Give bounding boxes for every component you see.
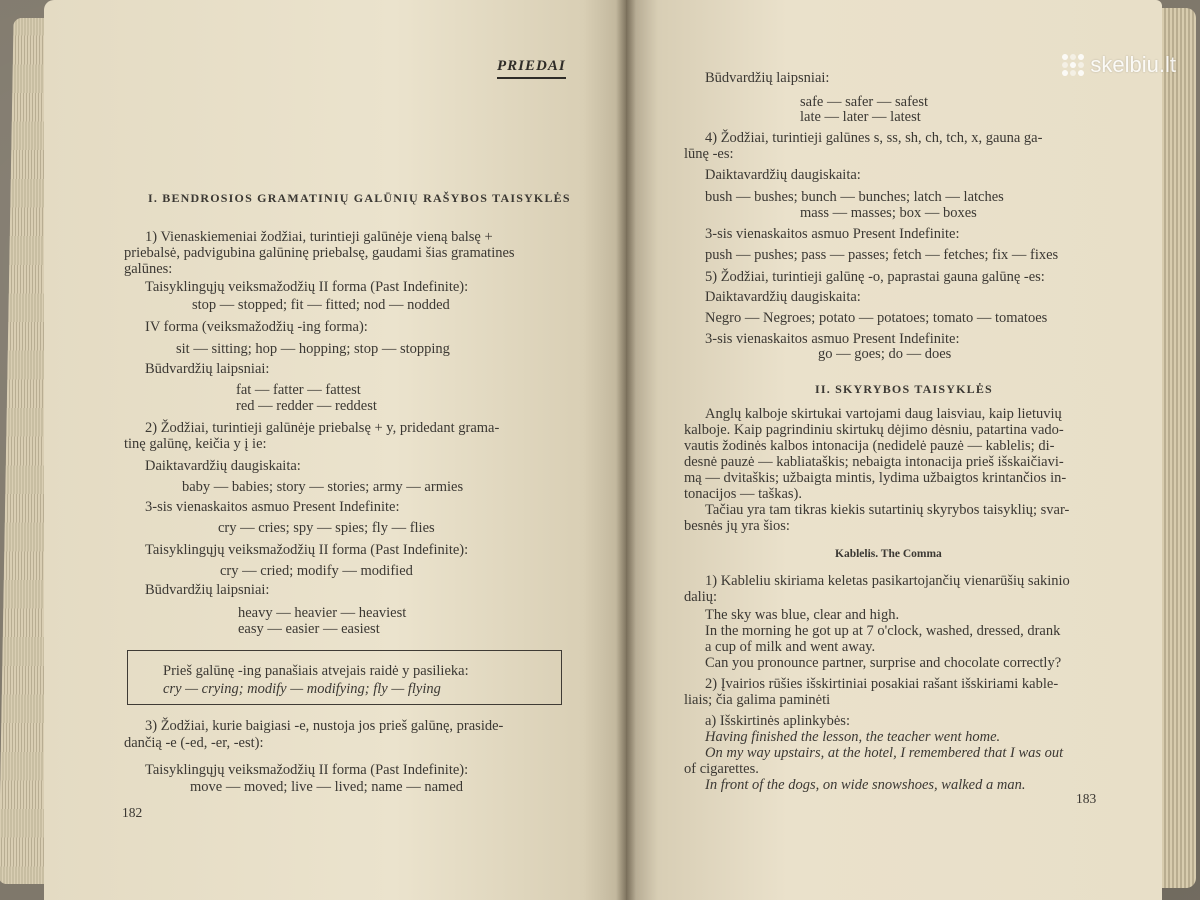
right-paragraph-line: desnė pauzė — kabliataškis; nebaigta intonacija prieš išskaičiavi-	[684, 454, 1064, 470]
left-line: Daiktavardžių daugiskaita:	[145, 458, 301, 474]
right-paragraph-line: Anglų kalboje skirtukai vartojami daug laisviau, kaip lietuvių	[705, 406, 1062, 422]
left-line: fat — fatter — fattest	[236, 382, 361, 398]
right-line: 2) Įvairios rūšies išskirtiniai posakiai rašant išskiriami kable-	[705, 676, 1059, 692]
left-line: Taisyklingųjų veiksmažodžių II forma (Past Indefinite):	[145, 762, 469, 778]
watermark-dots-icon	[1062, 54, 1084, 76]
left-line: stop — stopped; fit — fitted; nod — nodded	[192, 297, 450, 313]
left-line: Būdvardžių laipsniai:	[145, 361, 270, 377]
right-line: Negro — Negroes; potato — potatoes; tomato — tomatoes	[705, 310, 1048, 326]
left-line: Taisyklingųjų veiksmažodžių II forma (Past Indefinite):	[145, 279, 469, 295]
right-line: go — goes; do — does	[818, 346, 952, 362]
right-line: lūnę -es:	[684, 146, 734, 162]
note-line: Prieš galūnę -ing panašiais atvejais raidė y pasilieka:	[163, 663, 469, 679]
left-line: 3) Žodžiai, kurie baigiasi -e, nustoja jos prieš galūnę, praside-	[145, 718, 504, 734]
right-line: Daiktavardžių daugiskaita:	[705, 289, 861, 305]
right-paragraph-line: besnės jų yra šios:	[684, 518, 790, 534]
right-line: Daiktavardžių daugiskaita:	[705, 167, 861, 183]
left-line: priebalsė, padvigubina galūninę priebalsę, gaudami šias gramatines	[124, 245, 515, 261]
right-line: dalių:	[684, 589, 718, 605]
left-line: 2) Žodžiai, turintieji galūnėje priebalsę + y, pridedant grama-	[145, 420, 500, 436]
watermark-logo	[1062, 52, 1176, 78]
left-line: cry — cries; spy — spies; fly — flies	[218, 520, 435, 536]
right-line: In front of the dogs, on wide snowshoes, walked a man.	[705, 777, 1026, 793]
right-line: a) Išskirtinės aplinkybės:	[705, 713, 850, 729]
right-paragraph-line: vautis žodinės kalbos intonacija (nedidelė pauzė — kablelis; di-	[684, 438, 1055, 454]
running-head: PRIEDAI	[497, 58, 566, 79]
left-line: red — redder — reddest	[236, 398, 377, 414]
right-line: In the morning he got up at 7 o'clock, washed, dressed, drank	[705, 623, 1061, 639]
right-paragraph-line: Tačiau yra tam tikras kiekis sutartinių skyrybos taisyklių; svar-	[705, 502, 1070, 518]
left-page-number: 182	[122, 805, 143, 820]
left-line: baby — babies; story — stories; army — armies	[182, 479, 464, 495]
right-paragraph-line: tonacijos — taškas).	[684, 486, 802, 502]
right-line: 1) Kableliu skiriama keletas pasikartojančių vienarūšių sakinio	[705, 573, 1070, 589]
right-section-title: II. SKYRYBOS TAISYKLĖS	[815, 382, 993, 396]
left-line: Taisyklingųjų veiksmažodžių II forma (Past Indefinite):	[145, 542, 469, 558]
right-paragraph-line: mą — dvitaškis; užbaigta mintis, lydima užbaigtos krintančios in-	[684, 470, 1067, 486]
watermark-text: skelbiu.lt	[1090, 52, 1176, 77]
right-page-number: 183	[1076, 791, 1097, 806]
left-line: 3-sis vienaskaitos asmuo Present Indefinite:	[145, 499, 400, 515]
left-line: Būdvardžių laipsniai:	[145, 582, 270, 598]
right-line: Būdvardžių laipsniai:	[705, 70, 830, 86]
left-line: 1) Vienaskiemeniai žodžiai, turintieji galūnėje vieną balsę +	[145, 229, 493, 245]
right-line: Can you pronounce partner, surprise and chocolate correctly?	[705, 655, 1062, 671]
right-line: The sky was blue, clear and high.	[705, 607, 900, 623]
left-line: cry — cried; modify — modified	[220, 563, 413, 579]
right-line: 3-sis vienaskaitos asmuo Present Indefinite:	[705, 331, 960, 347]
right-line: push — pushes; pass — passes; fetch — fetches; fix — fixes	[705, 247, 1059, 263]
book-gutter	[616, 0, 636, 900]
left-line: tinę galūnę, keičia y į ie:	[124, 436, 267, 452]
right-line: bush — bushes; bunch — bunches; latch — latches	[705, 189, 1004, 205]
left-section-title: I. BENDROSIOS GRAMATINIŲ GALŪNIŲ RAŠYBOS TAISYKLĖS	[148, 191, 571, 205]
left-line: IV forma (veiksmažodžių -ing forma):	[145, 319, 368, 335]
right-line: late — later — latest	[800, 109, 921, 125]
right-line: On my way upstairs, at the hotel, I remembered that I was out	[705, 745, 1064, 761]
right-line: 4) Žodžiai, turintieji galūnes s, ss, sh, ch, tch, x, gauna ga-	[705, 130, 1043, 146]
left-line: galūnes:	[124, 261, 173, 277]
right-line: 3-sis vienaskaitos asmuo Present Indefinite:	[705, 226, 960, 242]
right-line: 5) Žodžiai, turintieji galūnę -o, paprastai gauna galūnę -es:	[705, 269, 1045, 285]
left-line: move — moved; live — lived; name — named	[190, 779, 464, 795]
left-line: dančią -e (-ed, -er, -est):	[124, 735, 264, 751]
left-line: easy — easier — easiest	[238, 621, 380, 637]
right-line: a cup of milk and went away.	[705, 639, 876, 655]
left-line: heavy — heavier — heaviest	[238, 605, 407, 621]
right-line: safe — safer — safest	[800, 94, 929, 110]
right-line: of cigarettes.	[684, 761, 759, 777]
right-line: mass — masses; box — boxes	[800, 205, 977, 221]
right-paragraph-line: kalboje. Kaip pagrindiniu skirtukų dėjimo dėsniu, patartina vado-	[684, 422, 1064, 438]
right-line: Having finished the lesson, the teacher went home.	[705, 729, 1001, 745]
right-line: liais; čia galima paminėti	[684, 692, 831, 708]
right-subheading: Kablelis. The Comma	[835, 548, 942, 560]
note-line: cry — crying; modify — modifying; fly — flying	[163, 681, 441, 697]
left-line: sit — sitting; hop — hopping; stop — stopping	[176, 341, 450, 357]
